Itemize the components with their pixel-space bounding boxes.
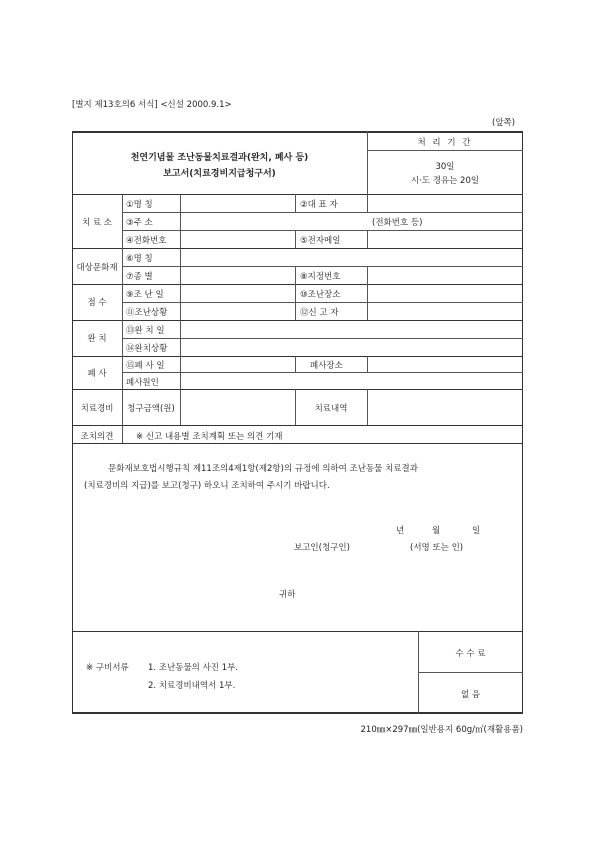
paper-size-note: 210㎜×297㎜(일반용지 60g/㎡(재활용품) xyxy=(360,725,523,735)
label-species: ⑦종 별 xyxy=(126,272,153,282)
label-rescue-status: ⑪조난상황 xyxy=(126,308,168,318)
label-email: ⑤전자메일 xyxy=(300,236,341,246)
signature-label: (서명 또는 인) xyxy=(410,543,464,553)
label-death-cause: 폐사원인 xyxy=(126,378,159,388)
label-death-place: 폐사장소 xyxy=(310,361,343,371)
fee-label: 수 수 료 xyxy=(455,649,486,659)
section-cost: 치료경비 xyxy=(80,404,114,414)
label-designation-no: ⑧지정번호 xyxy=(300,272,341,282)
title-line2: 보고서(치료경비지급청구서) xyxy=(163,169,276,179)
section-opinion: 조치의견 xyxy=(80,432,114,442)
section-rescue: 점 수 xyxy=(87,298,107,308)
processing-note: 시·도 경유는 20일 xyxy=(410,176,480,186)
page-side: (앞쪽) xyxy=(492,118,516,128)
label-rescue-place: ⑩조난장소 xyxy=(300,290,341,300)
label-rescue-date: ⑨조 난 일 xyxy=(126,290,164,300)
label-cure-status: ⑭완치상황 xyxy=(126,344,168,354)
date-month: 월 xyxy=(432,526,441,536)
date-day: 일 xyxy=(472,526,481,536)
recipient-label: 귀하 xyxy=(279,590,296,600)
label-claim-amount: 청구금액(원) xyxy=(127,404,175,414)
frame-right xyxy=(522,131,523,714)
statement-line2: (치료경비의 지급)를 보고(청구) 하오니 조치하여 주시기 바랍니다. xyxy=(84,481,330,491)
date-year: 년 xyxy=(396,526,405,536)
frame-top xyxy=(72,131,523,133)
section-death: 폐 사 xyxy=(87,369,107,379)
label-name: ①명 칭 xyxy=(126,200,153,210)
section-clinic: 치 료 소 xyxy=(81,218,113,228)
processing-label: 처 리 기 간 xyxy=(417,138,473,148)
docs-item-2: 2. 치료경비내역서 1부. xyxy=(148,681,236,691)
frame-bottom xyxy=(72,712,523,714)
label-treatment-detail: 치료내역 xyxy=(314,404,348,414)
label-reporter: ⑫신 고 자 xyxy=(300,308,339,318)
label-cure-date: ⑬완 치 일 xyxy=(126,326,165,336)
form-reference: [별지 제13호의6 서식] <신설 2000.9.1> xyxy=(72,100,232,110)
label-phone: ④전화번호 xyxy=(126,236,167,246)
label-address: ③주 소 xyxy=(126,218,153,228)
section-cure: 완 치 xyxy=(87,334,107,344)
opinion-note: ※ 신고 내용별 조치계획 또는 의견 기재 xyxy=(136,432,283,442)
fee-value: 없 음 xyxy=(460,690,481,700)
title-line1: 천연기념물 조난동물치료결과(완치, 폐사 등) xyxy=(130,153,309,163)
statement-line1: 문화재보호법시행규칙 제11조의4제1항(제2항)의 규정에 의하여 조난동물 치료결과 xyxy=(108,464,418,474)
docs-item-1: 1. 조난동물의 사진 1부. xyxy=(148,663,239,673)
section-target: 대상문화재 xyxy=(76,263,118,273)
reporter-label: 보고인(청구인) xyxy=(294,543,350,553)
label-cultural-name: ⑥명 칭 xyxy=(126,254,153,264)
label-representative: ②대 표 자 xyxy=(300,200,338,210)
label-death-date: ⑮폐 사 일 xyxy=(126,361,165,371)
docs-label: ※ 구비서류 xyxy=(86,663,129,673)
processing-days: 30일 xyxy=(435,162,455,172)
label-phone-note: (전화번호 등) xyxy=(372,218,423,228)
